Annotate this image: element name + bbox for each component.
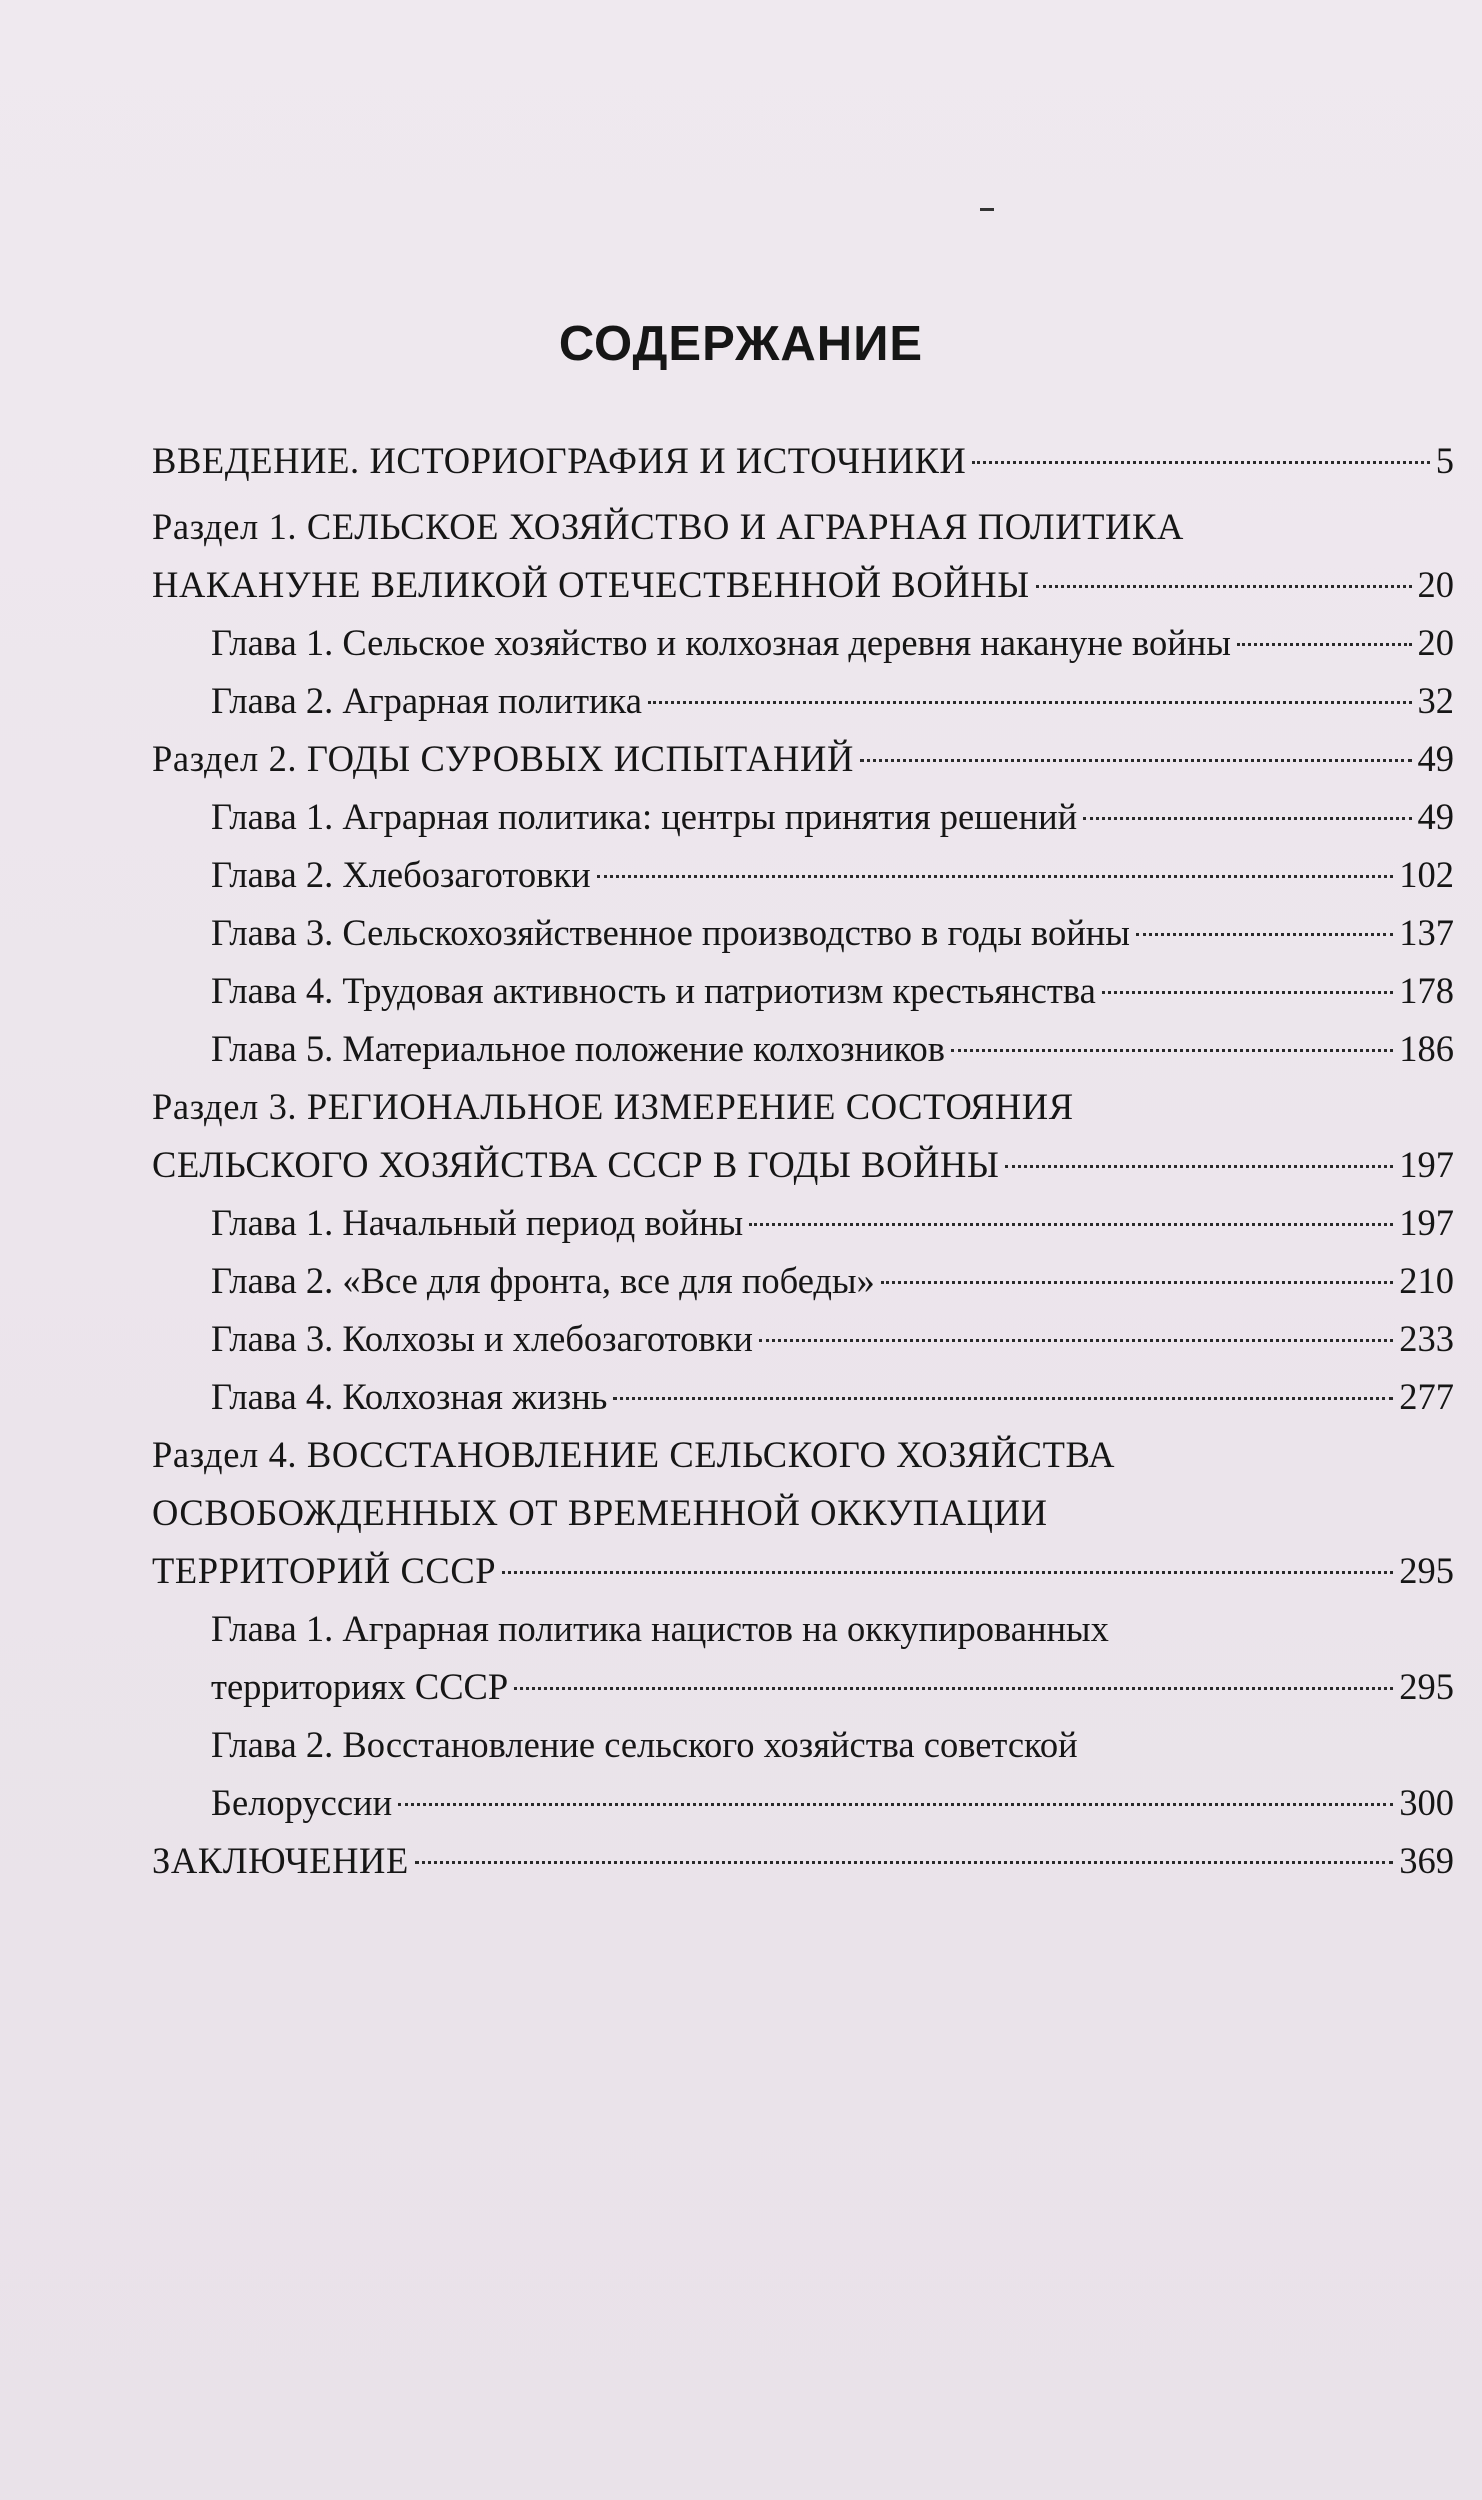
toc-entry-text-line1: Раздел 4. ВОССТАНОВЛЕНИЕ СЕЛЬСКОГО ХОЗЯЙСТВА	[152, 1434, 1116, 1475]
toc-page-number: 137	[1399, 912, 1454, 953]
toc-entry-section-3-chapter-4[interactable]	[152, 1368, 1454, 1426]
toc-entry-text-line3: ТЕРРИТОРИЙ СССР	[152, 1550, 497, 1591]
toc-entry-section-2-chapter-4[interactable]	[152, 962, 1454, 1020]
toc-entry-text-line2: НАКАНУНЕ ВЕЛИКОЙ ОТЕЧЕСТВЕННОЙ ВОЙНЫ	[152, 564, 1030, 605]
toc-entry-section-2-chapter-1[interactable]	[152, 788, 1454, 846]
toc-page-number: 295	[1399, 1666, 1454, 1707]
toc-entry-text: Глава 5. Материальное положение колхозников	[211, 1028, 945, 1069]
toc-entry-text: Глава 2. Аграрная политика	[211, 680, 642, 721]
toc-entry-section-4[interactable]	[152, 1426, 1454, 1600]
toc-entry-text: Глава 4. Трудовая активность и патриотизм крестьянства	[211, 970, 1096, 1011]
leader-dots	[860, 759, 1412, 762]
toc-entry-text: Глава 1. Начальный период войны	[211, 1202, 744, 1243]
leader-dots	[759, 1339, 1393, 1342]
toc-entry-introduction[interactable]	[152, 432, 1454, 490]
toc-entry-conclusion[interactable]	[152, 1832, 1454, 1890]
toc-page-number: 233	[1399, 1318, 1454, 1359]
toc-page-number: 300	[1399, 1782, 1454, 1823]
leader-dots	[1083, 817, 1411, 820]
toc-page-number: 210	[1399, 1260, 1454, 1301]
leader-dots	[1136, 933, 1393, 936]
leader-dots	[1005, 1165, 1393, 1168]
toc-page-number: 49	[1417, 738, 1454, 779]
toc-entry-section-1-chapter-2[interactable]	[152, 672, 1454, 730]
toc-page-number: 197	[1399, 1144, 1454, 1185]
toc-page-number: 49	[1417, 796, 1454, 837]
leader-dots	[1036, 585, 1412, 588]
page-title: СОДЕРЖАНИЕ	[558, 317, 924, 371]
toc-page-number: 102	[1399, 854, 1454, 895]
toc-entry-section-4-chapter-2[interactable]	[152, 1716, 1454, 1832]
toc-entry-section-2-chapter-5[interactable]	[152, 1020, 1454, 1078]
leader-dots	[613, 1397, 1393, 1400]
leader-dots	[514, 1687, 1393, 1690]
toc-entry-section-3-chapter-2[interactable]	[152, 1252, 1454, 1310]
toc-entry-text: Глава 2. «Все для фронта, все для победы»	[211, 1260, 875, 1301]
toc-entry-section-2[interactable]	[152, 730, 1454, 788]
toc-entry-section-1[interactable]	[152, 498, 1454, 614]
toc-page-number: 20	[1417, 622, 1454, 663]
toc-entry-text-line2: территориях СССР	[211, 1666, 509, 1707]
toc-entry-section-1-chapter-1[interactable]	[152, 614, 1454, 672]
leader-dots	[597, 875, 1394, 878]
toc-entry-text-line1: Глава 2. Восстановление сельского хозяйства советской	[211, 1724, 1078, 1765]
toc-entry-section-2-chapter-2[interactable]	[152, 846, 1454, 904]
toc-entry-text: Глава 3. Колхозы и хлебозаготовки	[211, 1318, 753, 1359]
toc-page-number: 186	[1399, 1028, 1454, 1069]
toc-page-number: 5	[1435, 440, 1454, 481]
toc-entry-section-2-chapter-3[interactable]	[152, 904, 1454, 962]
leader-dots	[415, 1861, 1393, 1864]
leader-dots	[398, 1803, 1393, 1806]
toc-page-number: 32	[1417, 680, 1454, 721]
toc-page-number: 295	[1399, 1550, 1454, 1591]
toc-page-number: 277	[1399, 1376, 1454, 1417]
print-mark	[980, 208, 994, 211]
toc-page-number: 20	[1417, 564, 1454, 605]
toc-entry-section-3-chapter-1[interactable]	[152, 1194, 1454, 1252]
toc-page-number: 178	[1399, 970, 1454, 1011]
toc-entry-text: Глава 4. Колхозная жизнь	[211, 1376, 608, 1417]
toc-entry-text-line2: ОСВОБОЖДЕННЫХ ОТ ВРЕМЕННОЙ ОККУПАЦИИ	[152, 1492, 1048, 1533]
leader-dots	[1237, 643, 1412, 646]
toc-page-number: 369	[1399, 1840, 1454, 1881]
leader-dots	[951, 1049, 1393, 1052]
toc-entry-section-3[interactable]	[152, 1078, 1454, 1194]
leader-dots	[648, 701, 1412, 704]
table-of-contents	[152, 432, 1454, 1890]
toc-page-number: 197	[1399, 1202, 1454, 1243]
toc-entry-section-4-chapter-1[interactable]	[152, 1600, 1454, 1716]
toc-entry-text: ЗАКЛЮЧЕНИЕ	[152, 1840, 409, 1881]
toc-entry-text: ВВЕДЕНИЕ. ИСТОРИОГРАФИЯ И ИСТОЧНИКИ	[152, 440, 967, 481]
leader-dots	[972, 461, 1429, 464]
leader-dots	[1102, 991, 1393, 994]
toc-entry-text-line1: Раздел 3. РЕГИОНАЛЬНОЕ ИЗМЕРЕНИЕ СОСТОЯНИЯ	[152, 1086, 1074, 1127]
toc-entry-text: Глава 2. Хлебозаготовки	[211, 854, 591, 895]
toc-entry-text: Раздел 2. ГОДЫ СУРОВЫХ ИСПЫТАНИЙ	[152, 738, 854, 779]
leader-dots	[749, 1223, 1393, 1226]
leader-dots	[881, 1281, 1393, 1284]
toc-entry-section-3-chapter-3[interactable]	[152, 1310, 1454, 1368]
toc-entry-text-line2: Белоруссии	[211, 1782, 393, 1823]
toc-entry-text-line1: Раздел 1. СЕЛЬСКОЕ ХОЗЯЙСТВО И АГРАРНАЯ ПОЛИТИКА	[152, 506, 1184, 547]
toc-entry-text-line1: Глава 1. Аграрная политика нацистов на оккупированных	[211, 1608, 1109, 1649]
leader-dots	[502, 1571, 1393, 1574]
toc-entry-text: Глава 3. Сельскохозяйственное производство в годы войны	[211, 912, 1130, 953]
toc-entry-text-line2: СЕЛЬСКОГО ХОЗЯЙСТВА СССР В ГОДЫ ВОЙНЫ	[152, 1144, 1000, 1185]
toc-entry-text: Глава 1. Аграрная политика: центры принятия решений	[211, 796, 1078, 837]
toc-entry-text: Глава 1. Сельское хозяйство и колхозная деревня накануне войны	[211, 622, 1231, 663]
